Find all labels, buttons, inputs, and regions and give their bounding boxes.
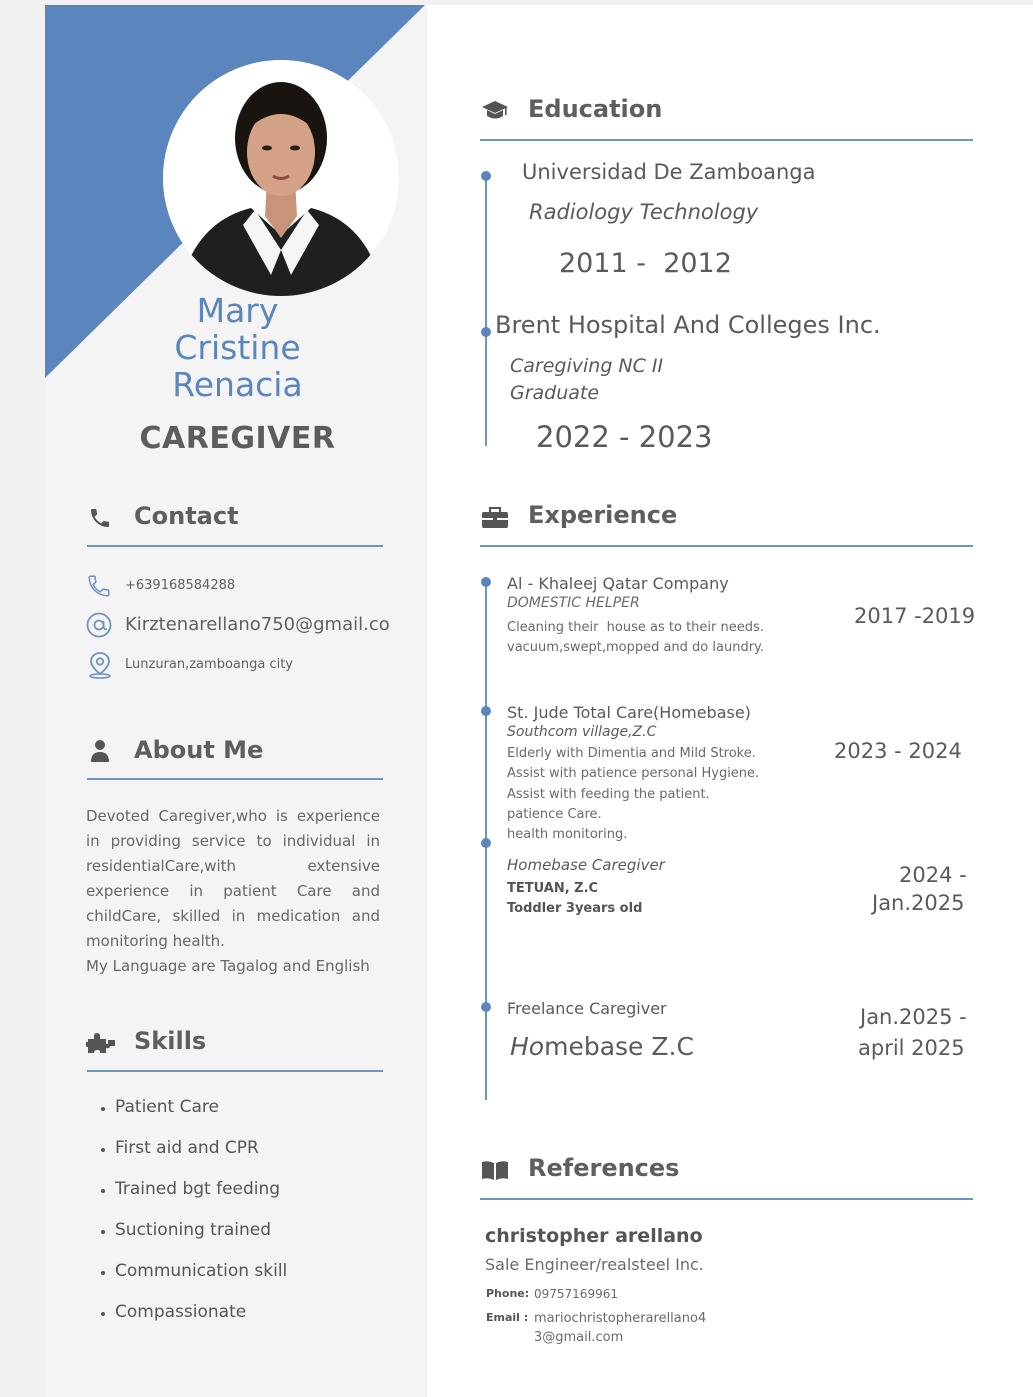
experience-divider	[480, 545, 973, 547]
experience-detail: TETUAN, Z.C	[507, 881, 599, 896]
skill-item: • Compassionate	[115, 1301, 287, 1342]
skill-item: • Suctioning trained	[115, 1219, 287, 1260]
experience-years: 2023 - 2024	[834, 739, 962, 763]
timeline-dot	[481, 577, 491, 587]
reference-email-line[interactable]: 3@gmail.com	[534, 1330, 624, 1345]
about-paragraph: Devoted Caregiver,who is experience in providing service to individual in residentialCare,with extensive experience in patient Care and childCare, skilled in medication and monitoring health.	[86, 807, 380, 950]
reference-email-line[interactable]: mariochristopherarellano4	[534, 1311, 707, 1326]
about-heading: About Me	[134, 736, 264, 764]
contact-email[interactable]: Kirztenarellano750@gmail.co	[125, 614, 390, 635]
experience-position: Southcom village,Z.C	[507, 724, 657, 740]
location-pin-icon	[87, 651, 113, 679]
contact-address: Lunzuran,zamboanga city	[125, 657, 294, 672]
at-sign-icon	[86, 612, 112, 638]
skills-divider	[87, 1070, 383, 1072]
experience-detail: Toddler 3years old	[507, 901, 643, 916]
experience-years: Jan.2025	[872, 891, 965, 915]
education-timeline	[485, 176, 487, 446]
reference-phone: 09757169961	[534, 1287, 618, 1301]
experience-detail: Assist with patience personal Hygiene.	[507, 766, 760, 781]
about-text	[86, 804, 380, 979]
about-languages: My Language are Tagalog and English	[86, 957, 370, 975]
open-book-icon	[481, 1159, 509, 1181]
briefcase-icon	[481, 507, 509, 529]
profile-name	[105, 292, 370, 403]
experience-detail: health monitoring.	[507, 827, 628, 842]
skill-item: • Communication skill	[115, 1260, 287, 1301]
references-divider	[480, 1198, 973, 1200]
education-heading: Education	[528, 95, 663, 123]
skill-item: • Patient Care	[115, 1096, 287, 1137]
reference-position: Sale Engineer/realsteel Inc.	[485, 1255, 704, 1274]
experience-years: Jan.2025 -	[860, 1005, 967, 1029]
timeline-dot	[481, 706, 491, 716]
skills-heading: Skills	[134, 1027, 207, 1055]
contact-divider	[87, 545, 383, 547]
experience-detail: patience Care.	[507, 807, 602, 822]
education-divider	[480, 139, 973, 141]
experience-position: DOMESTIC HELPER	[507, 595, 640, 611]
education-years: 2011 - 2012	[559, 248, 732, 279]
job-title: CAREGIVER	[139, 421, 336, 456]
contact-heading: Contact	[134, 502, 239, 530]
user-icon	[90, 739, 110, 763]
experience-location-prefix: Ho	[510, 1032, 545, 1061]
reference-email-label: Email :	[486, 1311, 529, 1324]
timeline-dot	[481, 327, 491, 337]
experience-heading: Experience	[528, 501, 678, 529]
education-school: Universidad De Zamboanga	[522, 160, 816, 184]
skills-list	[90, 1096, 287, 1342]
handset-icon	[86, 573, 112, 599]
skill-item: • Trained bgt feeding	[115, 1178, 287, 1219]
references-heading: References	[528, 1154, 680, 1182]
education-course: Radiology Technology	[529, 200, 759, 224]
education-course-line: Graduate	[510, 382, 600, 404]
education-school: Brent Hospital And Colleges Inc.	[495, 311, 881, 339]
experience-location	[510, 1032, 694, 1061]
puzzle-icon	[86, 1032, 116, 1054]
about-divider	[87, 778, 383, 780]
experience-company: Freelance Caregiver	[507, 999, 667, 1018]
experience-detail: Elderly with Dimentia and Mild Stroke.	[507, 746, 756, 761]
experience-location-rest: mebase Z.C	[544, 1032, 694, 1061]
experience-years: 2017 -2019	[854, 604, 976, 628]
contact-phone: +639168584288	[125, 578, 236, 593]
experience-company: St. Jude Total Care(Homebase)	[507, 703, 751, 722]
experience-detail: Assist with feeding the patient.	[507, 787, 710, 802]
education-course-line: Caregiving NC II	[510, 355, 664, 377]
experience-years: april 2025	[858, 1036, 965, 1060]
name-middle: Cristine	[174, 328, 301, 367]
experience-detail: vacuum,swept,mopped and do laundry.	[507, 640, 765, 655]
name-last: Renacia	[172, 365, 303, 404]
reference-phone-label: Phone:	[486, 1287, 530, 1300]
skill-item: • First aid and CPR	[115, 1137, 287, 1178]
name-first: Mary	[196, 291, 279, 330]
timeline-dot	[481, 171, 491, 181]
experience-position: Homebase Caregiver	[507, 856, 665, 874]
profile-photo	[163, 60, 399, 296]
timeline-dot	[481, 1002, 491, 1012]
phone-icon	[88, 506, 112, 530]
experience-company: Al - Khaleej Qatar Company	[507, 574, 729, 593]
experience-years: 2024 -	[899, 863, 967, 887]
experience-detail: Cleaning their house as to their needs.	[507, 620, 764, 635]
graduation-cap-icon	[481, 100, 509, 122]
timeline-dot	[481, 838, 491, 848]
education-years: 2022 - 2023	[536, 420, 713, 454]
reference-name: christopher arellano	[485, 1225, 703, 1247]
